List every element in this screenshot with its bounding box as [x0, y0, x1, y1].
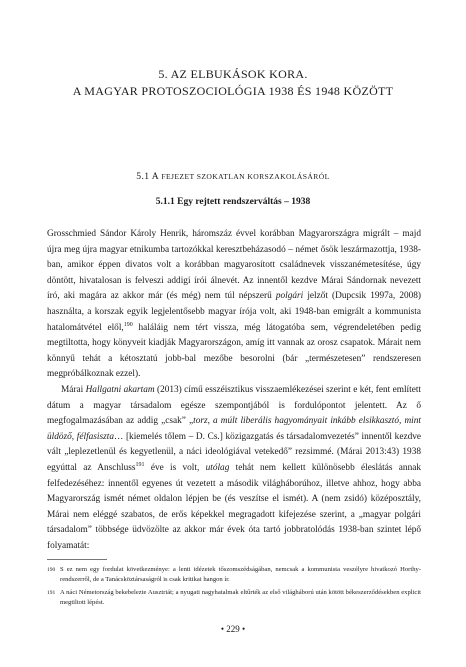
footnote-number: 190	[47, 567, 56, 573]
subsection-heading: 5.1.1 Egy rejtett rendszerváltás – 1938	[155, 197, 311, 207]
page-number: • 229 •	[220, 624, 246, 634]
footnote-divider	[47, 559, 107, 560]
section-title: FEJEZET SZOKATLAN KORSZAKOLÁSÁRÓL	[161, 172, 330, 181]
footnote-number: 191	[47, 589, 56, 596]
section-number: 5.1 A	[136, 171, 159, 182]
paragraph-2	[47, 383, 421, 555]
text-run: Grosschmied Sándor Károly Henrik, háromszáz évvel korábban Magyarországra migrált – majd újra meg újra magyar etnikumba tartozókkal keresztbeházasodó – német ősök leszármazottja, 1938-ban, amikor éppen divatos volt a korábban magyarosított családnevek visszanémetesítése, úgy döntött, hivatalosan is felveszi addigi írói álnevét. Az innentől kezdve Márai Sándornak nevezett író, aki magára az akkor már (és még) nem túl népszerű	[47, 229, 421, 302]
footnote-ref-191[interactable]: 191	[135, 461, 145, 468]
body-text	[47, 227, 421, 554]
chapter-title	[40, 66, 426, 100]
italic-text: polgári	[275, 291, 304, 302]
footnote-text: S ez nem egy fordulat következménye: a lenti idézetek tőszomszédságában, nemcsak a kommunista veszélyre hivatkozó Horthy-rendszerről, de a Tanácsköztársaságról is csak kritikai hangon ír.	[60, 566, 421, 584]
text-run: tehát nem kellett különösebb éleslátás annak felfedezéséhez: innentől egyenes út vezetett a második világháborúhoz, illetve ahhoz, hogy abba Magyarország ismét német oldalon lépjen be (és veszítse el ismét). A (nem zsidó) középosztály, Márai nem eléggé szabatos, de erős képekkel megragadott kifejezése szerint, a „magyar polgári társadalom” többsége üdvözölte az akkor már évek óta tartó jobbratolódás 1938-ban szintet lépő folyamatát:	[47, 462, 422, 551]
chapter-title-line-1: 5. AZ ELBUKÁSOK KORA.	[158, 67, 308, 81]
book-title: Hallgatni akartam	[85, 384, 155, 395]
chapter-title-line-2: A MAGYAR PROTOSZOCIOLÓGIA 1938 ÉS 1948 KÖZÖTT	[72, 84, 394, 98]
footnote-190	[47, 565, 421, 586]
text-run: … [kiemelés tőlem – D. Cs.] közigazgatás és társadalomvezetés” innentől kezdve vált „leplezetlenül és kegyetlenül, a náci ideológiával vetekedő” rezsimmé. (Márai 2013:43) 1938 egyúttal az Anschluss	[47, 431, 421, 473]
italic-text: utólag	[205, 462, 230, 473]
italic-quote: torz, a múlt liberális hagyományait inkább elsikkasztó, mint üldöző, félfasiszta	[47, 416, 421, 442]
text-run: (2013) című esszéisztikus visszaemlékezései szerint e két, fent említett dátum a magyar társadalom egésze szempontjából is fordulópontot jelentett. Az ő megfogalmazásában az addig „csak” „	[47, 384, 421, 427]
footnote-text: A náci Németország bekebelezte Ausztriát; a nyugati nagyhatalmak eltűrték az első világháború után kötött békeszerződésekben explicit megtiltott lépést.	[60, 588, 421, 607]
footnote-191	[47, 588, 421, 609]
section-heading	[40, 171, 426, 182]
text-run: éve is volt,	[144, 462, 206, 473]
text-run: Márai	[61, 384, 86, 395]
text-run: jelzőt (Dupcsik 1997a, 2008) használta, a korszak egyik legjelentősebb magyar írója volt, aki 1948-ban emigrált a kommunista hatalomátvétel elől,	[47, 291, 422, 333]
paragraph-1	[47, 227, 421, 383]
footnotes	[47, 565, 421, 611]
footnote-ref-190[interactable]: 190	[123, 321, 133, 328]
text-run: haláláig nem tért vissza, még látogatóba sem, végrendeletében pedig megtiltotta, hogy könyveit kiadják Magyarországon, amíg itt vannak az orosz csapatok. Márait nem könnyű tehát a kétosztatú jobb-bal mezőbe besorolni (bár „természetesen” rendszeresen megpróbálkoznak ezzel).	[47, 322, 421, 380]
